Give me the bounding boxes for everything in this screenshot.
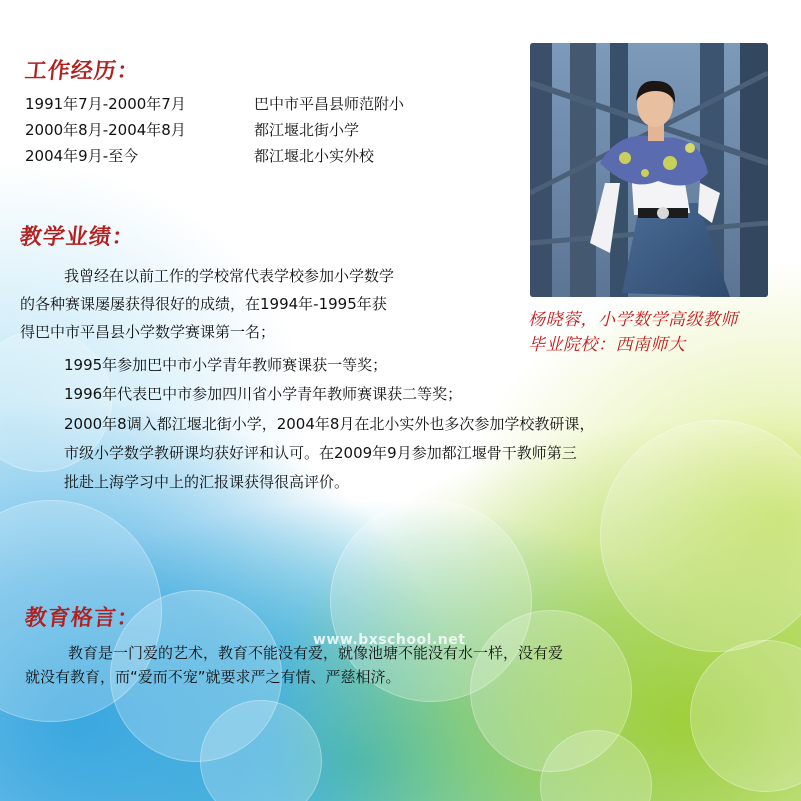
- achievement-line: 2000年8调入都江堰北街小学，2004年8月在北小实外也多次参加学校教研课，: [64, 415, 595, 433]
- motto-line: 教育是一门爱的艺术，教育不能没有爱，就像池塘不能没有水一样，没有爱: [68, 644, 564, 662]
- achievement-line: 市级小学数学教研课均获好评和认可。在2009年9月参加都江堰骨干教师第三: [64, 444, 577, 462]
- work-list: [25, 91, 404, 169]
- teacher-name-caption: 杨晓蓉，小学数学高级教师: [528, 310, 738, 330]
- achievement-line: 我曾经在以前工作的学校常代表学校参加小学数学: [64, 267, 395, 285]
- motto-heading: 教育格言：: [23, 605, 142, 631]
- motto-line: 就没有教育，而“爱而不宠”就要求严之有情、严慈相济。: [25, 668, 401, 686]
- teacher-photo: [530, 43, 768, 297]
- achievement-line: 1995年参加巴中市小学青年教师赛课获一等奖；: [64, 356, 388, 374]
- work-entry: 2000年8月-2004年8月 都江堰北街小学: [25, 121, 360, 139]
- work-entry: 2004年9月-至今 都江堰北小实外校: [25, 147, 375, 165]
- work-entry: 1991年7月-2000年7月 巴中市平昌县师范附小: [25, 95, 405, 113]
- achievements-heading: 教学业绩：: [18, 224, 137, 250]
- achievement-line: 批赴上海学习中上的汇报课获得很高评价。: [64, 473, 350, 491]
- alma-mater-caption: 毕业院校：西南师大: [528, 335, 686, 355]
- achievement-line: 的各种赛课屡屡获得很好的成绩，在1994年-1995年获: [20, 295, 387, 313]
- achievement-line: 1996年代表巴中市参加四川省小学青年教师赛课获二等奖；: [64, 385, 463, 403]
- work-heading: 工作经历：: [23, 58, 142, 84]
- achievement-line: 得巴中市平昌县小学数学赛课第一名；: [20, 323, 276, 341]
- watermark: www.bxschool.net: [313, 632, 466, 648]
